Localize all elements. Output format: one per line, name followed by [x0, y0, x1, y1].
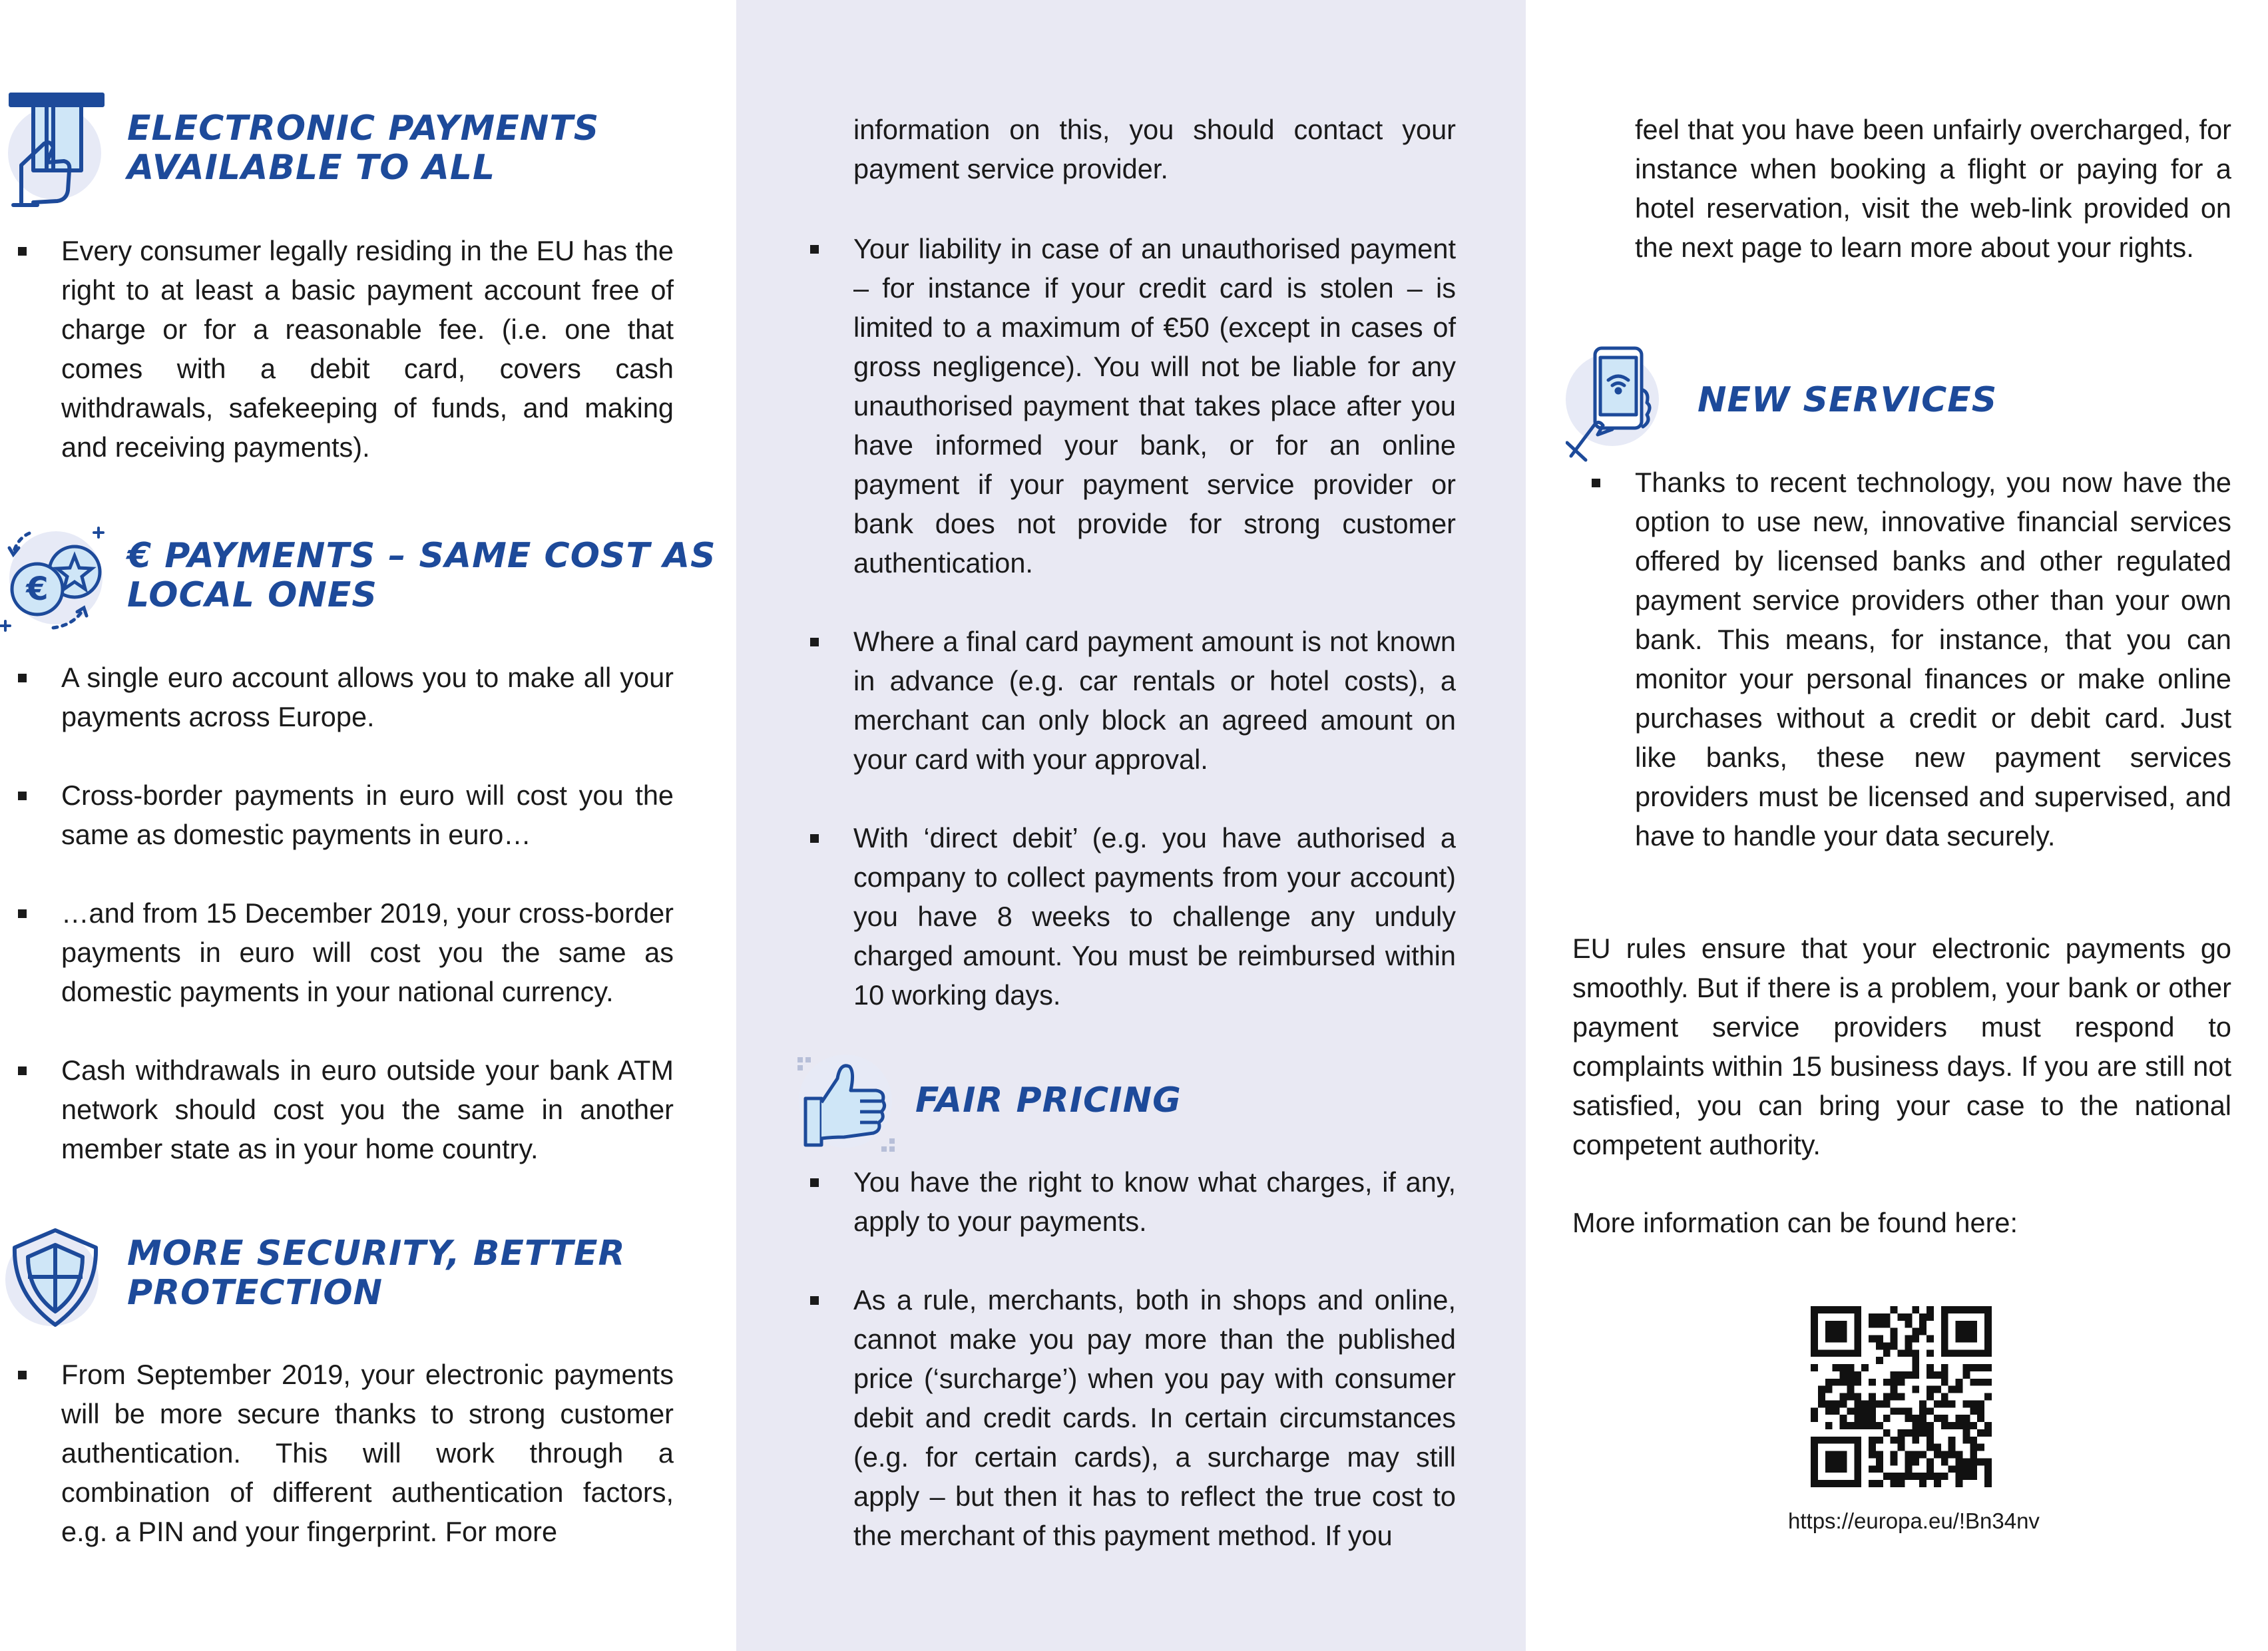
thumbs-up-icon [796, 1052, 903, 1158]
heading-line-2: PROTECTION [127, 1273, 383, 1313]
heading-line-1: € PAYMENTS – SAME COST AS [127, 536, 716, 576]
smartphone-hand-icon [1566, 343, 1672, 463]
bullets-euro-payments [16, 658, 674, 1168]
heading-line-2: LOCAL ONES [127, 575, 377, 615]
heading-line-1: MORE SECURITY, BETTER [127, 1234, 626, 1274]
list-item: As a rule, merchants, both in shops and online, cannot make you pay more than the published price (‘surcharge’) when you pay with consumer debit and credit cards. In certain circumstances (e.g. for certain cards), a surcharge may still apply – but then it has to reflect the true cost to the merchant of this payment method. If you [808, 1280, 1456, 1555]
euro-exchange-icon [0, 516, 107, 639]
bullets-electronic-payments [16, 231, 674, 467]
bullets-fair-pricing [808, 1162, 1456, 1555]
bullets-security [16, 1355, 674, 1551]
list-item: You have the right to know what charges, if any, apply to your payments. [808, 1162, 1456, 1241]
list-item: Cross-border payments in euro will cost you the same as domestic payments in euro… [16, 776, 674, 854]
list-item: A single euro account allows you to make all your payments across Europe. [16, 658, 674, 736]
heading-electronic-payments [127, 109, 599, 188]
list-item: Thanks to recent technology, you now have the option to use new, innovative financial services offered by licensed banks and other regulated payment service providers other than your own bank. This means, for instance, that you can monitor your personal finances or make online purchases without a credit or debit card. Just like banks, these new payment services providers must be licensed and supervised, and have to handle your data securely. [1590, 463, 2231, 855]
bullets-new-services [1590, 463, 2231, 855]
heading-new-services: NEW SERVICES [1698, 380, 1998, 420]
list-item: With ‘direct debit’ (e.g. you have authorised a company to collect payments from your account) you have 8 weeks to challenge any unduly charged amount. You must be reimbursed within 10 working days. [808, 818, 1456, 1015]
list-item: Where a final card payment amount is not known in advance (e.g. car rentals or hotel costs), a merchant can only block an agreed amount on your card with your approval. [808, 622, 1456, 779]
qr-code-icon[interactable] [1811, 1306, 1992, 1487]
payment-card-hand-icon [7, 91, 107, 210]
heading-line-1: ELECTRONIC PAYMENTS [127, 109, 600, 148]
more-info-text: More information can be found here: [1572, 1207, 2018, 1238]
list-item: …and from 15 December 2019, your cross-border payments in euro will cost you the same as domestic payments in your national currency. [16, 893, 674, 1011]
heading-euro-payments [127, 537, 716, 615]
shield-icon [5, 1225, 105, 1331]
heading-fair-pricing: FAIR PRICING [915, 1080, 1182, 1120]
svg-text:€: € [26, 571, 49, 608]
qr-url-link[interactable]: https://europa.eu/!Bn34nv [1788, 1509, 2040, 1533]
rules-paragraph: EU rules ensure that your electronic payments go smoothly. But if there is a problem, your bank or other payment service providers must respond to complaints within 15 business days. If you are still not satisfied, you can bring your case to the national competent authority. [1572, 933, 2231, 1160]
continuation-text: information on this, you should contact your payment service provider. [853, 114, 1456, 184]
heading-security [127, 1234, 626, 1313]
list-item: Every consumer legally residing in the EU has the right to at least a basic payment account free of charge or for a reasonable fee. (i.e. one that comes with a debit card, covers cash withdrawals, safekeeping of funds, and making and receiving payments). [16, 231, 674, 467]
list-item: From September 2019, your electronic payments will be more secure thanks to strong customer authentication. This will work through a combination of different authentication factors, e.g. a PIN and your fingerprint. For more [16, 1355, 674, 1551]
list-item: Your liability in case of an unauthorised payment – for instance if your credit card is stolen – is limited to a maximum of €50 (except in cases of gross negligence). You will not be liable for any unauthorised payment that takes place after you have informed your bank, or for an online payment if your payment service provider or bank does not provide for strong customer authentication. [808, 229, 1456, 583]
heading-line-2: AVAILABLE TO ALL [127, 148, 496, 188]
list-item: Cash withdrawals in euro outside your bank ATM network should cost you the same in another member state as in your home country. [16, 1051, 674, 1168]
bullets-liability [808, 229, 1456, 1015]
continuation-text: feel that you have been unfairly overcharged, for instance when booking a flight or paying for a hotel reservation, visit the web-link provided on the next page to learn more about your rights. [1635, 114, 2231, 263]
